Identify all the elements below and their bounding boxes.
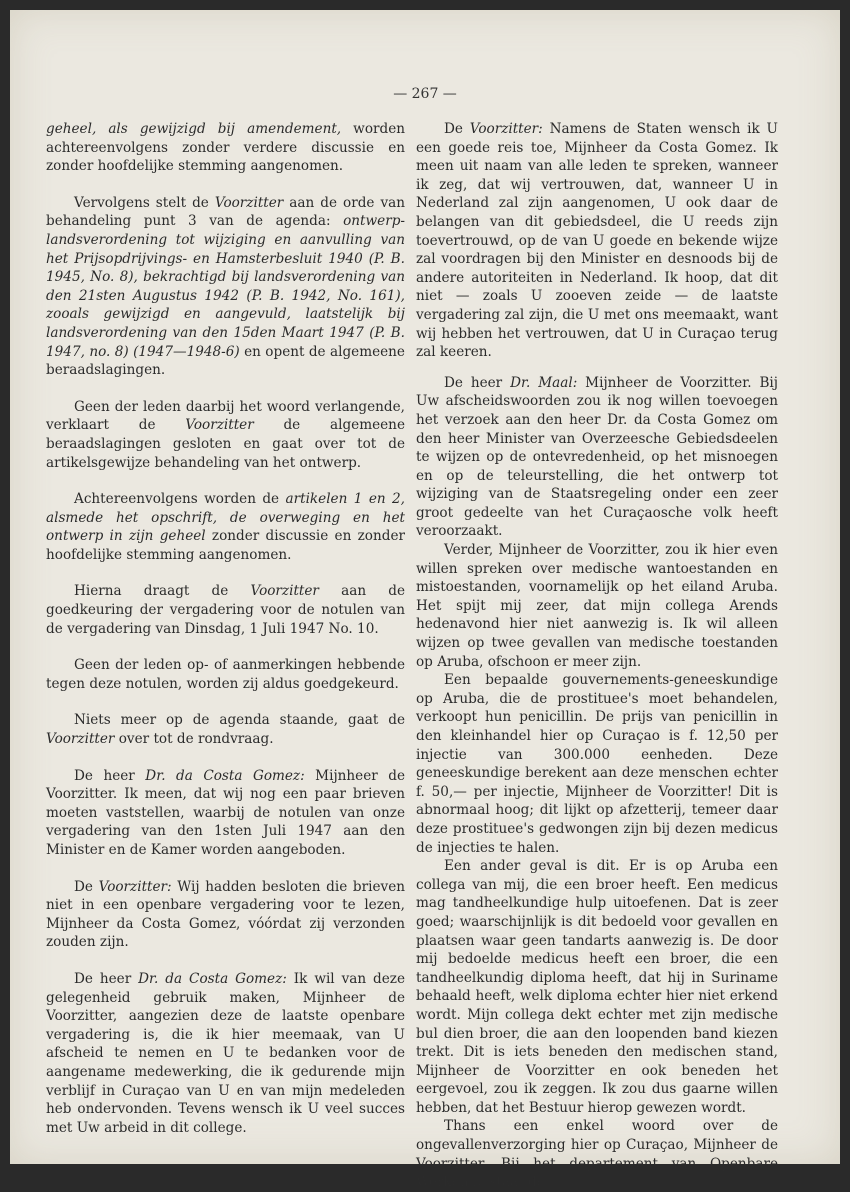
paragraph <box>46 970 405 1137</box>
left-column <box>46 120 405 1155</box>
text: De heer <box>74 767 146 784</box>
italic-text: Dr. da Costa Gomez: <box>138 970 287 987</box>
text: Mijnheer de Voorzitter. Bij Uw afscheidswoorden zou ik nog willen toevoegen het verzoek aan den heer Dr. da Costa Gomez om den heer Minister van Overzeesche Gebiedsdeelen te wijzen op de ontevredenheid, op het misnoegen en op de teleurstelling, die het ontwerp tot wijziging van de Staatsregeling onder een zeer groot gedeelte van het Curaçaosche volk heeft veroorzaakt. <box>416 374 778 540</box>
paragraph <box>46 582 405 638</box>
italic-text: Voorzitter: <box>469 121 543 137</box>
paragraph <box>46 398 405 472</box>
paragraph <box>46 711 405 748</box>
text: Verder, Mijnheer de Voorzitter, zou ik hier even willen spreken over medische wantoestanden en mistoestanden, voornamelijk op het eiland Aruba. Het spijt mij zeer, dat mijn collega Arends hedenavond hier niet aanwezig is. Ik wil alleen wijzen op twee gevallen van medische toestanden op Aruba, ofschoon er meer zijn. <box>416 542 778 670</box>
text: aan de goedkeuring der vergadering voor de notulen van de vergadering van Dinsdag, 1 Juli 1947 No. 10. <box>46 583 406 637</box>
text: Geen der leden daarbij het woord verlangende, verklaart de <box>46 398 405 434</box>
text: Namens de Staten wensch ik U een goede reis toe, Mijnheer da Costa Gomez. Ik meen uit naam van alle leden te spreken, wanneer ik zeg, dat wij vertrouwen, dat, wanneer U in Nederland zal zijn aangenomen, U ook daar de belangen van dit gebiedsdeel, die U reeds zijn toevertrouwd, op de van U goede en bekende wijze zal voordragen bij den Minister en desnoods bij de andere autoriteiten in Nederland. Ik hoop, dat dit niet — zoals U zooeven zeide — de laatste vergadering zal zijn, die U met ons meemaakt, want wij hebben het vertrouwen, dat U in Curaçao terug zal keeren. <box>416 121 778 361</box>
paragraph <box>46 767 405 860</box>
paragraph <box>416 120 778 362</box>
text: De <box>74 878 99 895</box>
italic-text: Dr. da Costa Gomez: <box>145 767 305 784</box>
italic-text: geheel, als gewijzigd bij amendement, <box>46 121 342 137</box>
right-column <box>416 120 778 1192</box>
italic-text: Dr. Maal: <box>510 374 578 391</box>
text: worden achtereenvolgens zonder verdere discussie en zonder hoofdelijke stemming aangenomen. <box>46 121 405 175</box>
paragraph <box>416 857 778 1117</box>
paragraph <box>46 490 405 564</box>
paragraph <box>46 194 405 380</box>
text: Hierna draagt de <box>74 583 251 600</box>
text: de algemeene beraadslagingen gesloten en gaat over tot de artikelsgewijze behandeling van het ontwerp. <box>46 417 405 471</box>
italic-text: Voorzitter: <box>98 878 172 895</box>
paragraph <box>416 374 778 541</box>
paragraph <box>46 120 405 176</box>
paragraph <box>416 671 778 857</box>
italic-text: Voorzitter <box>46 731 115 748</box>
text: aan de orde van behandeling punt 3 van de agenda: <box>46 194 406 230</box>
paragraph <box>46 878 405 952</box>
text: zonder discussie en zonder hoofdelijke stemming aangenomen. <box>46 528 405 563</box>
page-number: — 267 — <box>393 86 457 102</box>
paragraph <box>46 656 405 693</box>
text: Ik wil van deze gelegenheid gebruik maken, Mijnheer de Voorzitter, aangezien deze de laatste openbare vergadering is, die ik hier meemaak, van U afscheid te nemen en U te bedanken voor de aangename medewerking, die ik gedurende mijn verblijf in Curaçao van U en van mijn medeleden heb ondervonden. Tevens wensch ik U veel succes met Uw arbeid in dit college. <box>46 970 406 1136</box>
text: De heer <box>444 374 511 391</box>
text: en opent de algemeene beraadslagingen. <box>46 343 405 379</box>
text: Geen der leden op- of aanmerkingen hebbende tegen deze notulen, worden zij aldus goedgekeurd. <box>46 657 405 692</box>
italic-text: artikelen 1 en 2, alsmede het opschrift, de overweging en het ontwerp in zijn geheel <box>46 491 405 545</box>
text: Een bepaalde gouvernements-geneeskundige op Aruba, die de prostituee's moet behandelen, verkoopt hun penicillin. De prijs van penicillin in den kleinhandel hier op Curaçao is f. 12,50 per injectie van 300.000 eenheden. Deze geneeskundige berekent aan deze menschen echter f. 50,— per injectie, Mijnheer de Voorzitter! Dit is abnormaal hoog; dit lijkt op afzetterij, temeer daar deze prostituee's gedwongen zijn bij dezen medicus de injecties te halen. <box>416 672 778 856</box>
text: Een ander geval is dit. Er is op Aruba een collega van mij, die een broer heeft. Een medicus mag tandheelkundige hulp uitoefenen. Dat is zeer goed; waarschijnlijk is dit bedoeld voor gevallen en plaatsen waar geen tandarts aanwezig is. De door mij bedoelde medicus heeft een broer, die een tandheelkundig diploma heeft, dat hij in Suriname behaald heeft, welk diploma echter hier niet erkend wordt. Mijn collega dekt echter met zijn medische bul dien broer, die aan den loopenden band kiezen trekt. Dit is iets beneden den medischen stand, Mijnheer de Voorzitter en ook beneden het eergevoel, zou ik zeggen. Ik zou dus gaarne willen hebben, dat het Bestuur hierop gewezen wordt. <box>416 858 778 1116</box>
text: Thans een enkel woord over de ongevallenverzorging hier op Curaçao, Mijnheer de Voorzitter. Bij het departement van Openbare Werken bestaat de <box>416 1118 778 1191</box>
paragraph <box>416 1117 778 1191</box>
text: Niets meer op de agenda staande, gaat de <box>74 712 405 729</box>
italic-text: ontwerp-landsverordening tot wijziging en aanvulling van het Prijsopdrijvings- en Hamsterbesluit 1940 (P. B. 1945, No. 8), bekrachtigd bij landsverordening van den 21sten Augustus 1942 (P. B. 1942, No. 161), zooals gewijzigd en aangevuld, laatstelijk bij landsverordening van den 15den Maart 1947 (P. B. 1947, no. 8) (1947—1948-6) <box>46 213 405 360</box>
text: Wij hadden besloten die brieven niet in een openbare vergadering voor te lezen, Mijnheer da Costa Gomez, vóórdat zij verzonden zouden zijn. <box>46 878 406 951</box>
italic-text: Voorzitter <box>250 583 319 600</box>
paragraph <box>416 541 778 671</box>
text: De heer <box>74 970 139 987</box>
italic-text: Voorzitter <box>214 194 284 211</box>
text: Vervolgens stelt de <box>74 194 215 211</box>
italic-text: Voorzitter <box>185 417 254 434</box>
text: De <box>444 121 470 137</box>
text: over tot de rondvraag. <box>114 731 274 748</box>
text: Mijnheer de Voorzitter. Ik meen, dat wij nog een paar brieven moeten vaststellen, waarbij de notulen van onze vergadering van den 1sten Juli 1947 aan den Minister en de Kamer worden aangeboden. <box>46 767 406 858</box>
document-page <box>10 10 840 1191</box>
text: Achtereenvolgens worden de <box>74 491 286 508</box>
